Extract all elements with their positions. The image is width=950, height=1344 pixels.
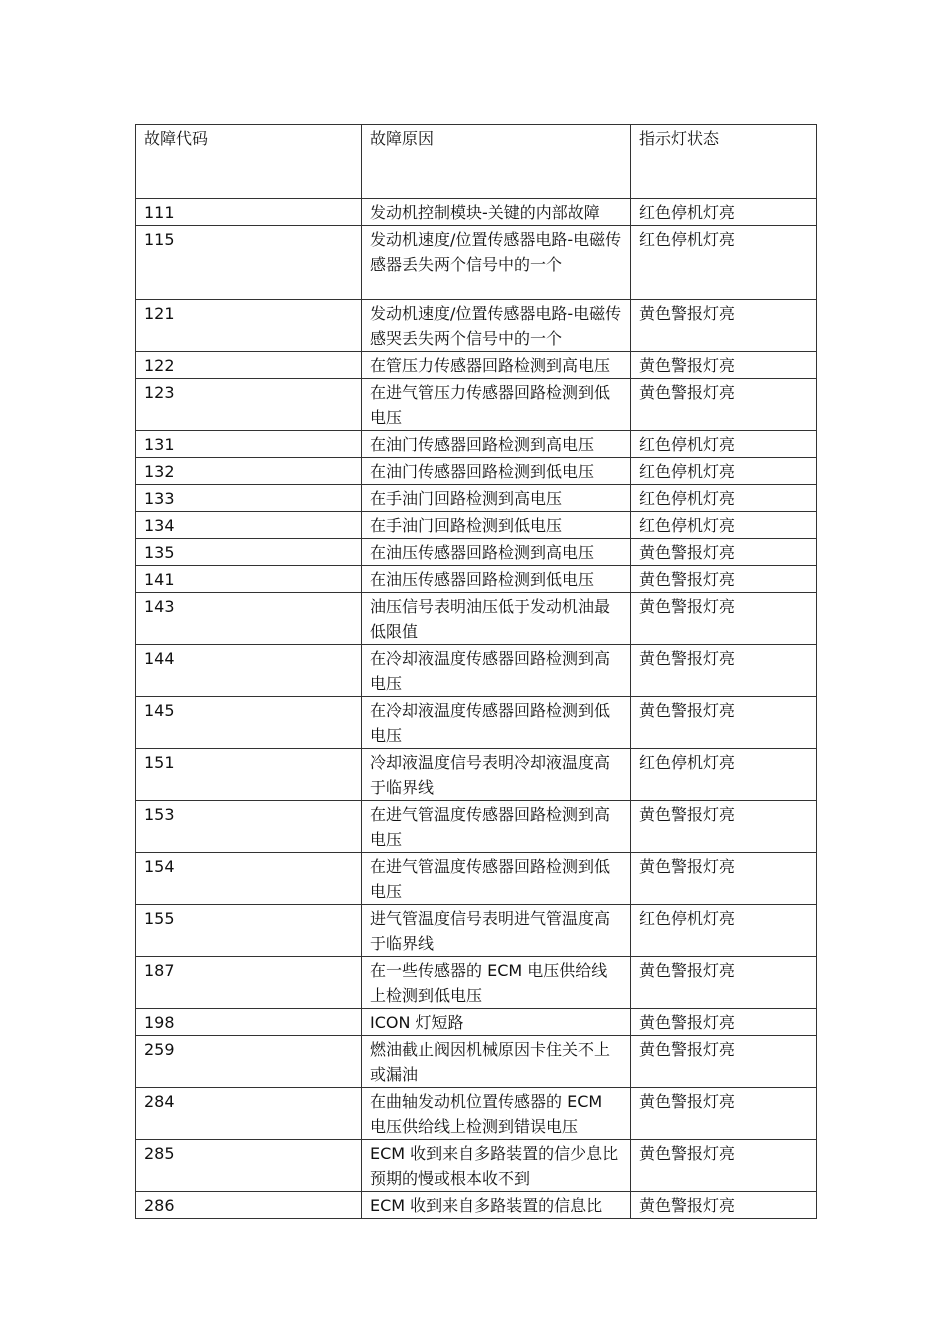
fault-cause-cell: 在油压传感器回路检测到高电压 xyxy=(362,539,631,566)
fault-code-cell: 145 xyxy=(136,697,362,749)
table-row xyxy=(136,199,817,226)
fault-code-cell: 123 xyxy=(136,379,362,431)
fault-cause-cell: 发动机速度/位置传感器电路-电磁传感器丢失两个信号中的一个 xyxy=(362,226,631,300)
table-row xyxy=(136,566,817,593)
fault-cause-cell: 在冷却液温度传感器回路检测到低电压 xyxy=(362,697,631,749)
table-row xyxy=(136,697,817,749)
table-row xyxy=(136,957,817,1009)
table-row xyxy=(136,749,817,801)
header-lamp-status: 指示灯状态 xyxy=(631,125,817,199)
fault-cause-cell: 在进气管压力传感器回路检测到低电压 xyxy=(362,379,631,431)
fault-code-cell: 284 xyxy=(136,1088,362,1140)
table-row xyxy=(136,352,817,379)
fault-cause-cell: 在手油门回路检测到低电压 xyxy=(362,512,631,539)
table-row xyxy=(136,593,817,645)
fault-code-cell: 285 xyxy=(136,1140,362,1192)
fault-cause-cell: 发动机控制模块-关键的内部故障 xyxy=(362,199,631,226)
lamp-status-cell: 黄色警报灯亮 xyxy=(631,1009,817,1036)
fault-code-cell: 134 xyxy=(136,512,362,539)
table-row xyxy=(136,512,817,539)
header-fault-code: 故障代码 xyxy=(136,125,362,199)
lamp-status-cell: 红色停机灯亮 xyxy=(631,458,817,485)
lamp-status-cell: 红色停机灯亮 xyxy=(631,226,817,300)
table-row xyxy=(136,485,817,512)
fault-code-cell: 131 xyxy=(136,431,362,458)
fault-cause-cell: 在冷却液温度传感器回路检测到高电压 xyxy=(362,645,631,697)
lamp-status-cell: 黄色警报灯亮 xyxy=(631,697,817,749)
fault-cause-cell: 在油压传感器回路检测到低电压 xyxy=(362,566,631,593)
table-row xyxy=(136,1192,817,1219)
fault-cause-cell: 油压信号表明油压低于发动机油最低限值 xyxy=(362,593,631,645)
lamp-status-cell: 黄色警报灯亮 xyxy=(631,1088,817,1140)
table-row xyxy=(136,1140,817,1192)
fault-code-cell: 286 xyxy=(136,1192,362,1219)
fault-code-cell: 133 xyxy=(136,485,362,512)
lamp-status-cell: 黄色警报灯亮 xyxy=(631,539,817,566)
fault-cause-cell: ECM 收到来自多路装置的信息比 xyxy=(362,1192,631,1219)
table-row xyxy=(136,379,817,431)
fault-code-cell: 143 xyxy=(136,593,362,645)
fault-code-cell: 135 xyxy=(136,539,362,566)
fault-code-cell: 154 xyxy=(136,853,362,905)
fault-code-cell: 187 xyxy=(136,957,362,1009)
lamp-status-cell: 黄色警报灯亮 xyxy=(631,853,817,905)
table-row xyxy=(136,431,817,458)
table-row xyxy=(136,905,817,957)
fault-code-cell: 151 xyxy=(136,749,362,801)
lamp-status-cell: 黄色警报灯亮 xyxy=(631,957,817,1009)
fault-cause-cell: 发动机速度/位置传感器电路-电磁传感哭丢失两个信号中的一个 xyxy=(362,300,631,352)
fault-cause-cell: ECM 收到来自多路装置的信少息比预期的慢或根本收不到 xyxy=(362,1140,631,1192)
fault-code-cell: 141 xyxy=(136,566,362,593)
table-row xyxy=(136,801,817,853)
table-row xyxy=(136,300,817,352)
lamp-status-cell: 红色停机灯亮 xyxy=(631,905,817,957)
fault-cause-cell: 在一些传感器的 ECM 电压供给线上检测到低电压 xyxy=(362,957,631,1009)
fault-cause-cell: 在油门传感器回路检测到低电压 xyxy=(362,458,631,485)
fault-code-cell: 111 xyxy=(136,199,362,226)
fault-code-cell: 153 xyxy=(136,801,362,853)
fault-cause-cell: 进气管温度信号表明进气管温度高于临界线 xyxy=(362,905,631,957)
lamp-status-cell: 黄色警报灯亮 xyxy=(631,566,817,593)
header-fault-cause: 故障原因 xyxy=(362,125,631,199)
fault-code-cell: 144 xyxy=(136,645,362,697)
table-row xyxy=(136,458,817,485)
fault-code-cell: 132 xyxy=(136,458,362,485)
fault-cause-cell: 在手油门回路检测到高电压 xyxy=(362,485,631,512)
lamp-status-cell: 红色停机灯亮 xyxy=(631,485,817,512)
fault-code-cell: 121 xyxy=(136,300,362,352)
lamp-status-cell: 红色停机灯亮 xyxy=(631,431,817,458)
fault-cause-cell: 燃油截止阀因机械原因卡住关不上或漏油 xyxy=(362,1036,631,1088)
lamp-status-cell: 黄色警报灯亮 xyxy=(631,300,817,352)
lamp-status-cell: 红色停机灯亮 xyxy=(631,199,817,226)
fault-cause-cell: 在进气管温度传感器回路检测到低电压 xyxy=(362,853,631,905)
fault-cause-cell: 在油门传感器回路检测到高电压 xyxy=(362,431,631,458)
lamp-status-cell: 黄色警报灯亮 xyxy=(631,1140,817,1192)
lamp-status-cell: 黄色警报灯亮 xyxy=(631,801,817,853)
fault-code-cell: 122 xyxy=(136,352,362,379)
fault-cause-cell: 在管压力传感器回路检测到高电压 xyxy=(362,352,631,379)
lamp-status-cell: 黄色警报灯亮 xyxy=(631,379,817,431)
table-row xyxy=(136,1009,817,1036)
table-header-row xyxy=(136,125,817,199)
lamp-status-cell: 黄色警报灯亮 xyxy=(631,1192,817,1219)
fault-code-cell: 115 xyxy=(136,226,362,300)
table-row xyxy=(136,853,817,905)
fault-code-cell: 155 xyxy=(136,905,362,957)
lamp-status-cell: 黄色警报灯亮 xyxy=(631,352,817,379)
table-row xyxy=(136,645,817,697)
table-row xyxy=(136,1036,817,1088)
fault-code-cell: 259 xyxy=(136,1036,362,1088)
fault-cause-cell: 冷却液温度信号表明冷却液温度高于临界线 xyxy=(362,749,631,801)
fault-cause-cell: 在曲轴发动机位置传感器的 ECM 电压供给线上检测到错误电压 xyxy=(362,1088,631,1140)
lamp-status-cell: 红色停机灯亮 xyxy=(631,512,817,539)
lamp-status-cell: 红色停机灯亮 xyxy=(631,749,817,801)
table-row xyxy=(136,226,817,300)
table-row xyxy=(136,1088,817,1140)
lamp-status-cell: 黄色警报灯亮 xyxy=(631,593,817,645)
lamp-status-cell: 黄色警报灯亮 xyxy=(631,645,817,697)
fault-code-cell: 198 xyxy=(136,1009,362,1036)
fault-code-table xyxy=(135,124,817,1219)
table-row xyxy=(136,539,817,566)
lamp-status-cell: 黄色警报灯亮 xyxy=(631,1036,817,1088)
fault-cause-cell: ICON 灯短路 xyxy=(362,1009,631,1036)
fault-cause-cell: 在进气管温度传感器回路检测到高电压 xyxy=(362,801,631,853)
